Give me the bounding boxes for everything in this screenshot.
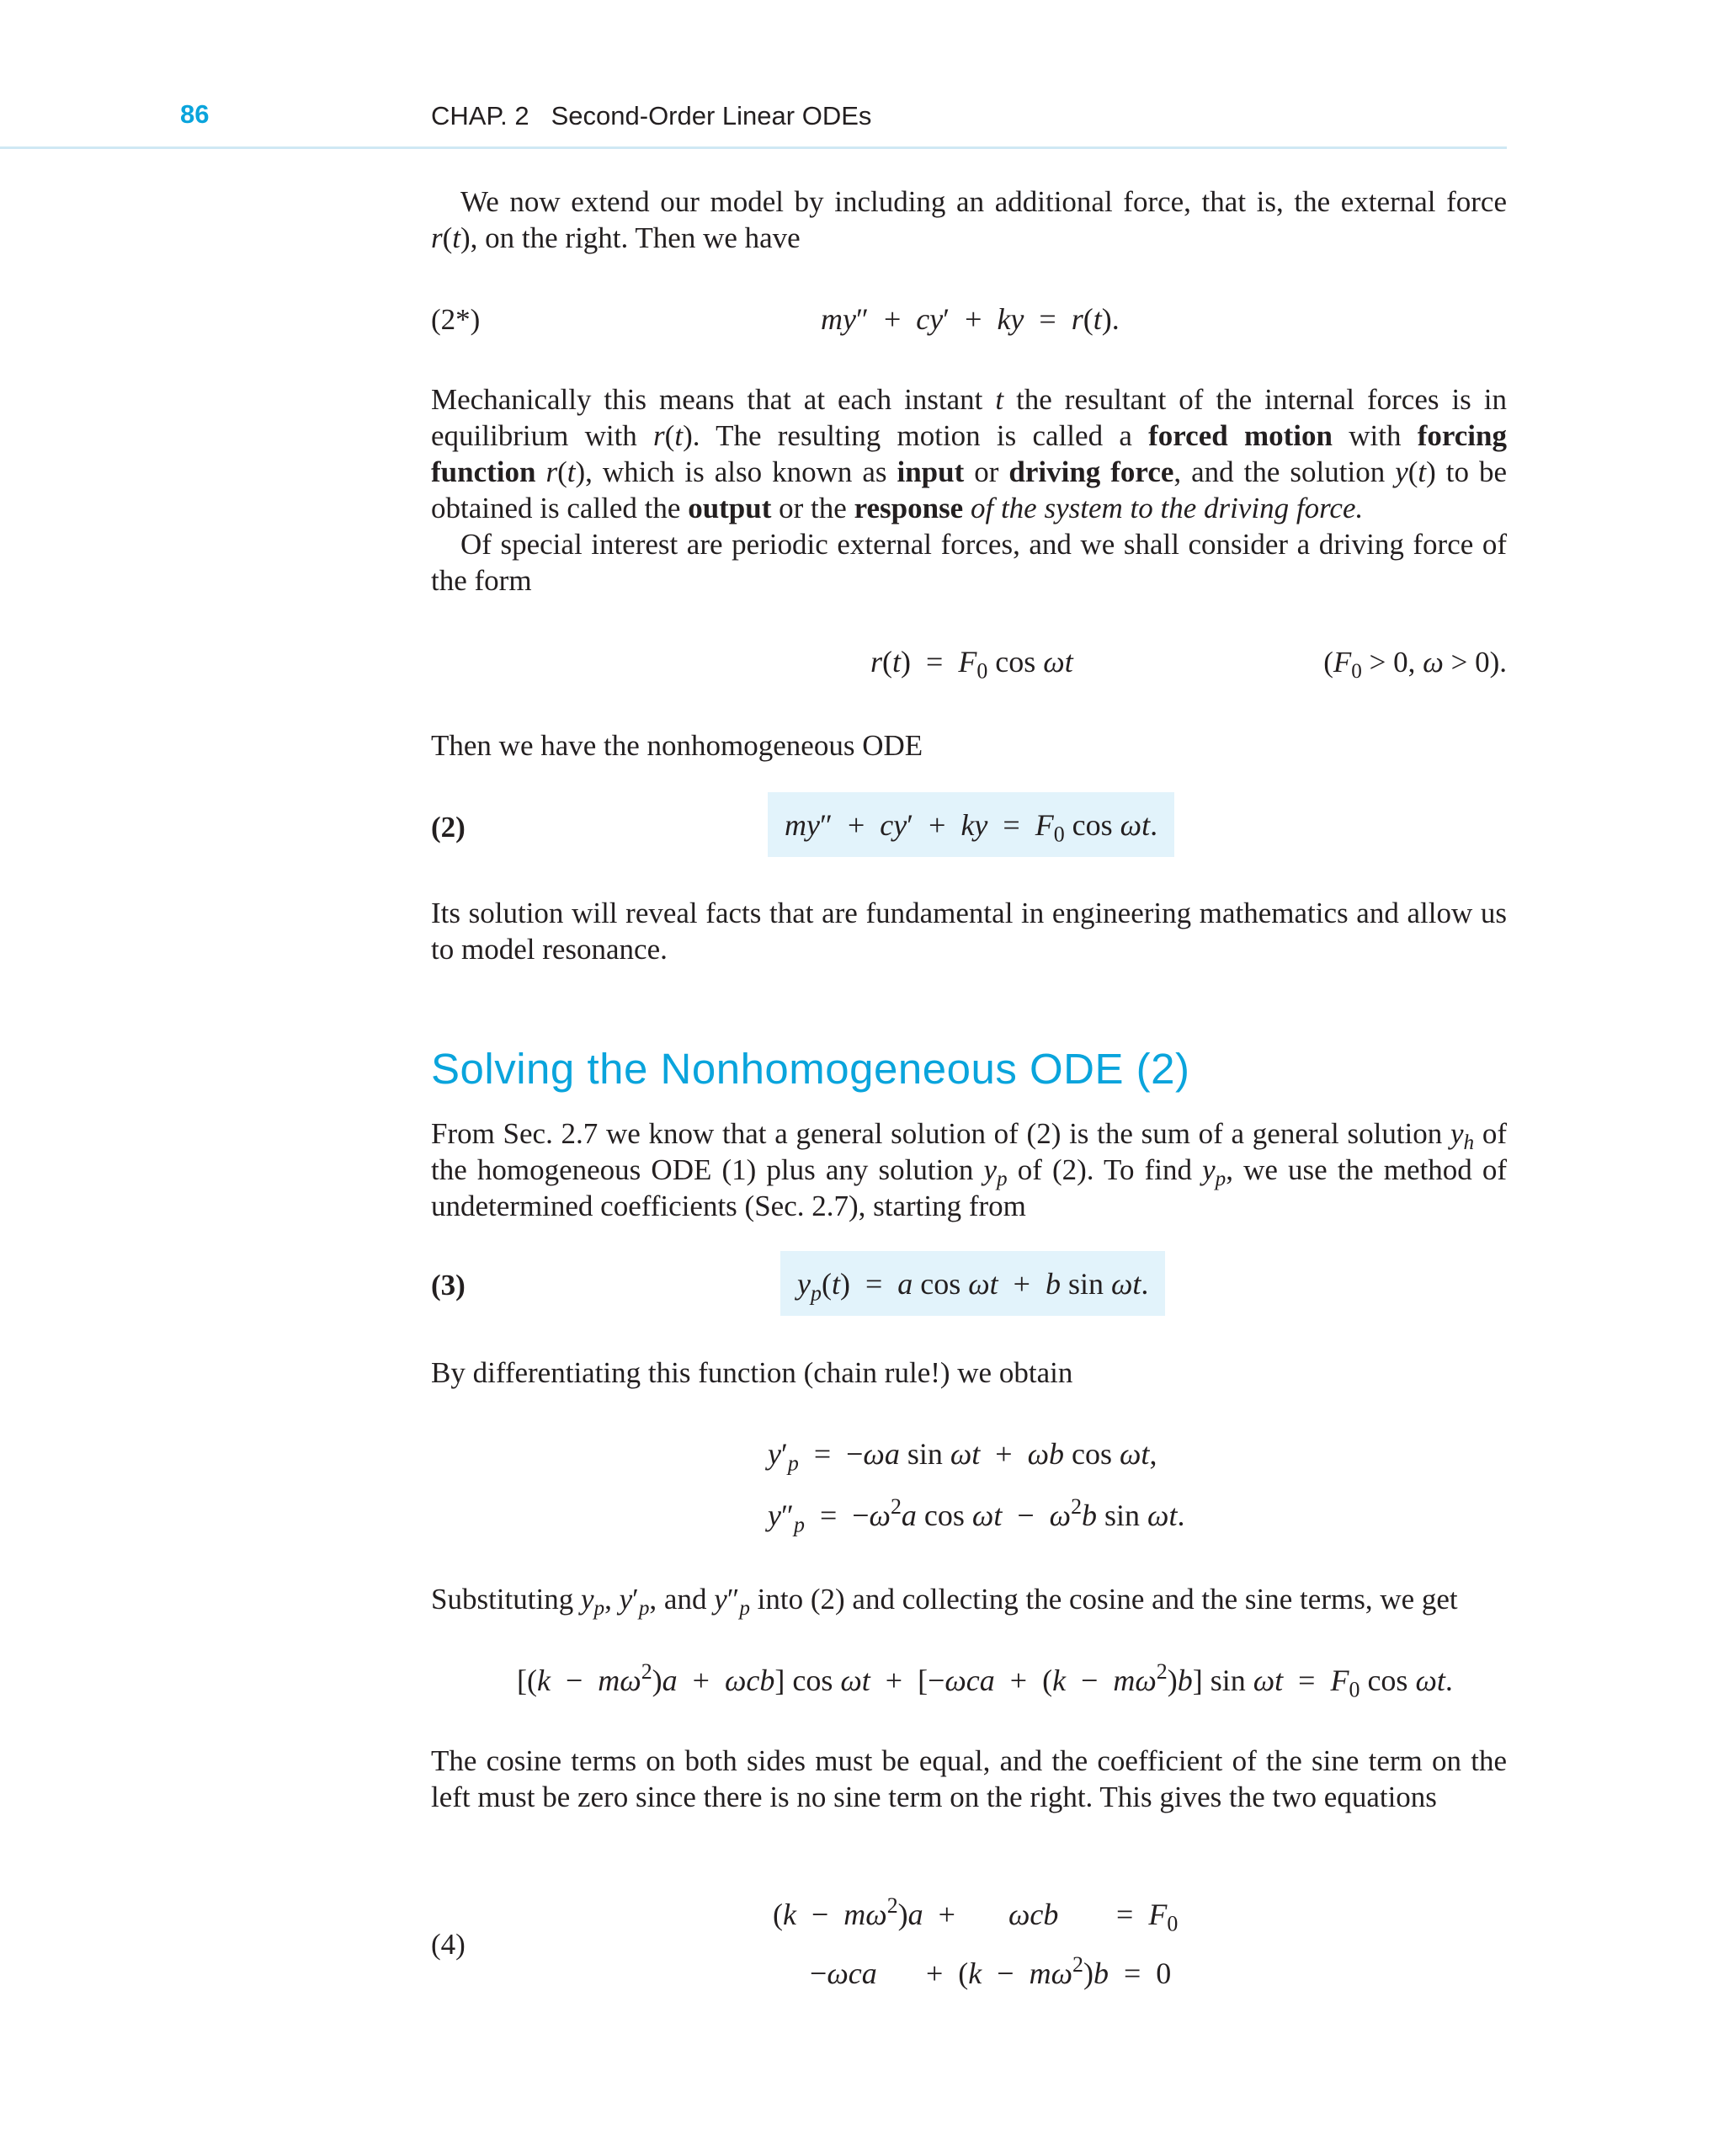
equation-4-row-1-term: ωcb xyxy=(1008,1898,1059,1931)
running-header xyxy=(0,99,1507,149)
equation-label-2: (2) xyxy=(431,811,466,844)
paragraph-differentiating: By differentiating this function (chain rule!) we obtain xyxy=(431,1356,1073,1389)
equation-4-row-1: $(k - m\omega^2)a$ + xyxy=(773,1892,955,1931)
chapter-number: CHAP. 2 xyxy=(431,101,529,130)
paragraph-substituting: Substituting $y_p$, $y'_p$, and $y''_p$ into (2) and collecting the cosine and the sine terms, we get xyxy=(431,1583,1458,1621)
equation-collected: $[(k - m\omega^2)a + \omega cb]$ $\cos \omega t + [-\omega ca + (k - m\omega^2)b]$ $\sin \omega t = F_0$ cos ωt. xyxy=(517,1658,1453,1702)
equation-label-4: (4) xyxy=(431,1928,466,1961)
equation-4-row-2: −ωca xyxy=(810,1956,877,1990)
paragraph-then: Then we have the nonhomogeneous ODE xyxy=(431,729,923,762)
equation-condition: ($F_0 > 0$, ω > 0). xyxy=(1323,646,1507,684)
paragraph-resonance: Its solution will reveal facts that are fundamental in engineering mathematics and allow us to model resonance. xyxy=(431,897,1507,966)
equation-2: my″ + cy′ + ky = $F_0$ cos ωt. xyxy=(768,792,1174,857)
equation-label-3: (3) xyxy=(431,1269,466,1302)
equation-driving-force: $r(t) = F_0$ cos ωt xyxy=(870,645,1073,684)
equation-3: $y_p(t) = a$ cos ωt + b sin ωt. xyxy=(780,1251,1165,1316)
page-number: 86 xyxy=(180,99,210,129)
paragraph-cosine-terms: The cosine terms on both sides must be equal, and the coefficient of the sine term on the left must be zero since there is no sine term on the right. This gives the two equations xyxy=(431,1744,1507,1813)
equation-first-derivative: $y'_p = -\omega a$ sin ωt + ωb cos ωt, xyxy=(768,1437,1157,1476)
equation-label-2star: (2*) xyxy=(431,303,481,336)
paragraph-intro: We now extend our model by including an additional force, that is, the external force r(t), on the right. Then we have xyxy=(431,185,1507,254)
section-heading: Solving the Nonhomogeneous ODE (2) xyxy=(431,1045,1190,1093)
equation-4-row-1-rhs: = $F_0$ xyxy=(1116,1898,1179,1936)
chapter-name: Second-Order Linear ODEs xyxy=(551,101,872,130)
equation-second-derivative: $y''_p = -\omega^2a$ $\cos \omega t - \omega^2b$ sin ωt. xyxy=(768,1493,1185,1537)
equation-2star: my″ + cy′ + ky = r(t). xyxy=(821,302,1120,336)
paragraph-method: From Sec. 2.7 we know that a general solution of (2) is the sum of a general solution $y_h$ of the homogeneous ODE (1) plus any solution $y_p$ of (2). To find $y_p$, we use the method of undetermined coefficients (Sec. 2.7), starting from xyxy=(431,1117,1508,1222)
paragraph-forced-motion: Mechanically this means that at each instant t the resultant of the internal forces is in equilibrium with r(t). The resulting motion is called a forced motion with forcing function r(t), which is also known as input or driving force, and the solution y(t) to be obtained is called the output or the response of the system to the driving force. Of special interest are periodic external forces, and we shall consider a driving force of the form xyxy=(431,383,1508,597)
equation-4-row-2-term: + $(k - m\omega^2)b = 0$ xyxy=(926,1951,1172,1990)
chapter-title xyxy=(431,101,871,131)
